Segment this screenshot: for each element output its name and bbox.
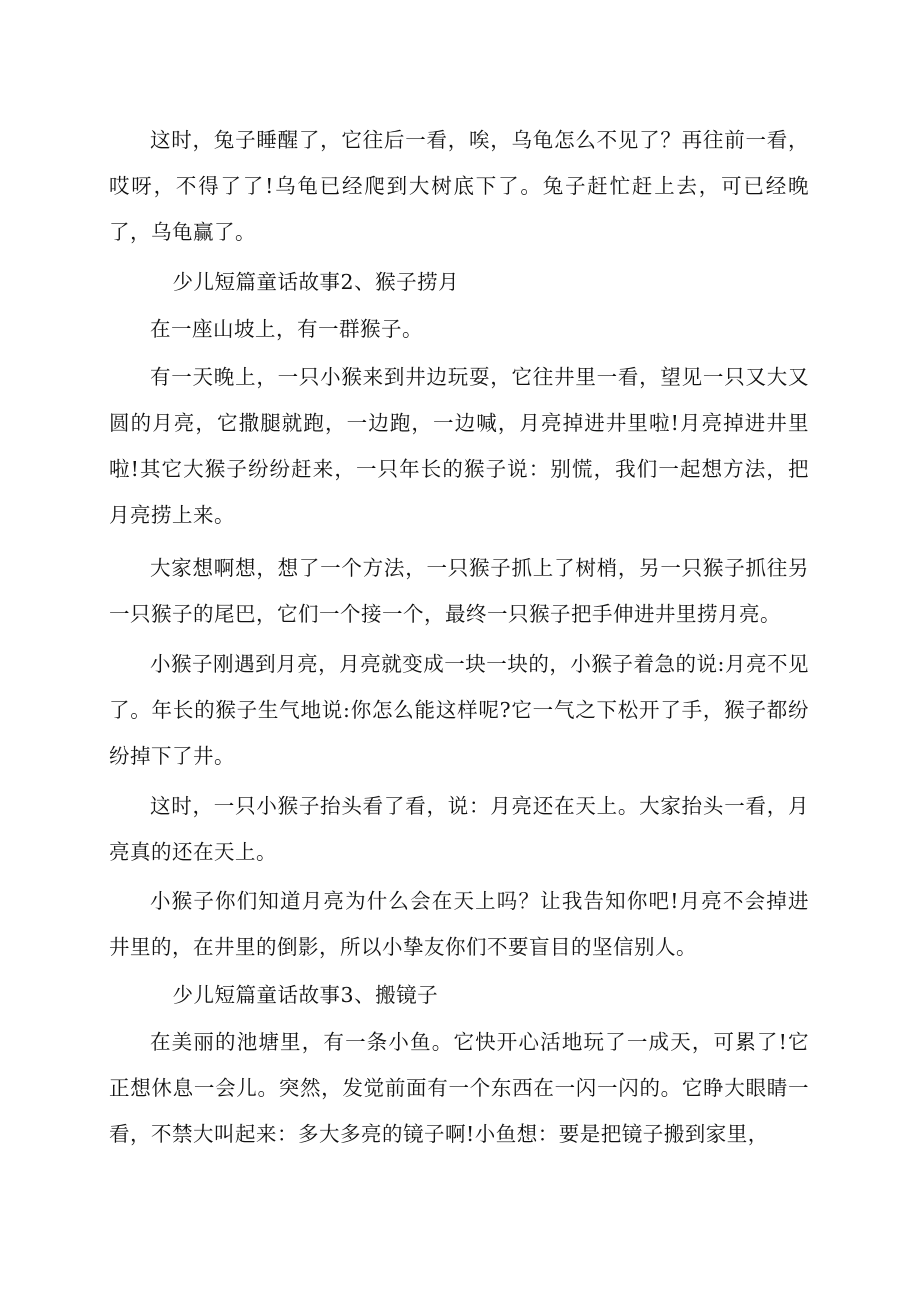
paragraph-moral: 小猴子你们知道月亮为什么会在天上吗？让我告知你吧!月亮不会掉进井里的，在井里的倒影，所以小挚友你们不要盲目的坚信别人。 — [109, 889, 809, 959]
paragraph-rabbit-ending: 这时，兔子睡醒了，它往后一看，唉，乌龟怎么不见了？再往前一看，哎呀，不得了了!乌龟已经爬到大树底下了。兔子赶忙赶上去，可已经晚了，乌龟赢了。 — [109, 128, 809, 244]
paragraph-monkeys-intro: 在一座山坡上，有一群猴子。 — [150, 317, 423, 341]
paragraph-monkey-chain: 大家想啊想，想了一个方法，一只猴子抓上了树梢，另一只猴子抓往另一只猴子的尾巴，它们一个接一个，最终一只猴子把手伸进井里捞月亮。 — [109, 556, 809, 626]
paragraph-moon-breaks: 小猴子刚遇到月亮，月亮就变成一块一块的，小猴子着急的说:月亮不见了。年长的猴子生气地说:你怎么能这样呢?它一气之下松开了手，猴子都纷纷掉下了井。 — [109, 652, 809, 768]
section-heading-moving-mirror: 少儿短篇童话故事3、搬镜子 — [172, 983, 439, 1007]
paragraph-monkey-sees-moon: 有一天晚上，一只小猴来到井边玩耍，它往井里一看，望见一只又大又圆的月亮，它撒腿就跑，一边跑，一边喊，月亮掉进井里啦!月亮掉进井里啦!其它大猴子纷纷赶来，一只年长的猴子说：别慌，我们一起想方法，把月亮捞上来。 — [109, 365, 809, 527]
paragraph-little-fish: 在美丽的池塘里，有一条小鱼。它快开心活地玩了一成天，可累了!它正想休息一会儿。突然，发觉前面有一个东西在一闪一闪的。它睁大眼睛一看，不禁大叫起来：多大多亮的镜子啊!小鱼想：要是把镜子搬到家里， — [109, 1030, 809, 1146]
paragraph-moon-in-sky: 这时，一只小猴子抬头看了看，说：月亮还在天上。大家抬头一看，月亮真的还在天上。 — [109, 794, 809, 864]
section-heading-monkeys-moon: 少儿短篇童话故事2、猴子捞月 — [172, 270, 460, 294]
